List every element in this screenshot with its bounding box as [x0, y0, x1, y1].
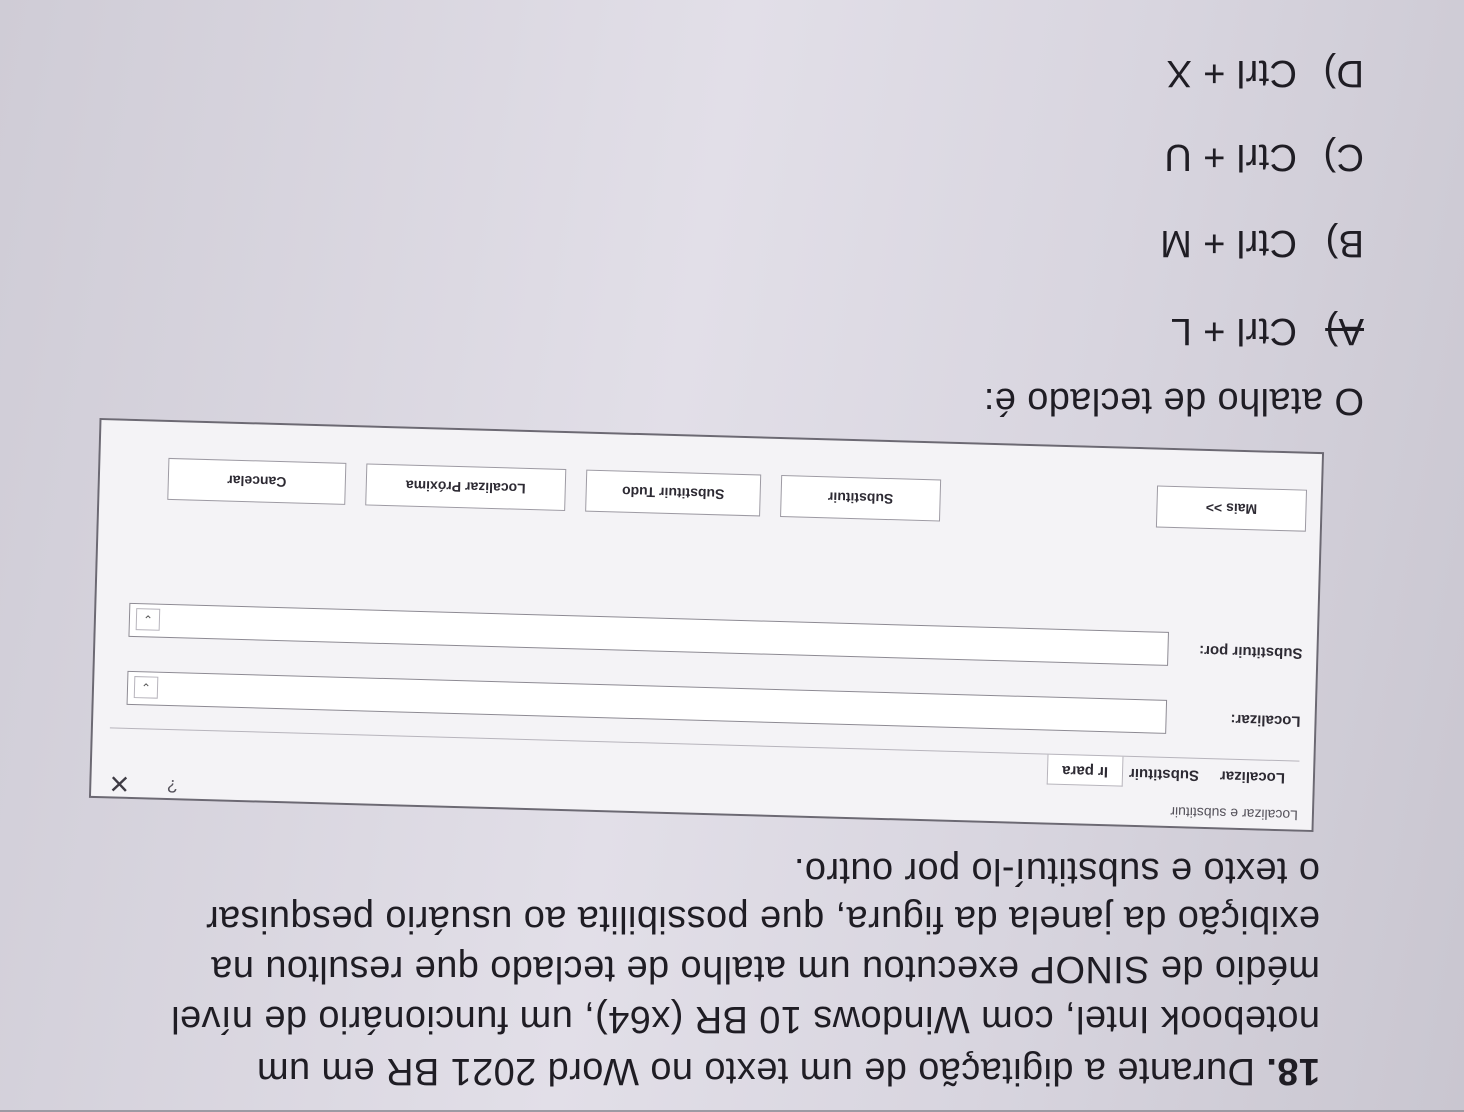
find-replace-dialog: [89, 418, 1324, 832]
tab-find[interactable]: Localizar: [1219, 767, 1286, 787]
more-button[interactable]: Mais >>: [1156, 486, 1307, 532]
question-number: 18.: [1265, 1050, 1320, 1092]
question-line-1: [257, 1049, 1320, 1092]
question-line-2: notebook Intel, com Windows 10 BR (x64), um funcionário de nível: [170, 998, 1320, 1040]
tab-replace[interactable]: Substituir: [1128, 764, 1200, 784]
close-icon[interactable]: ×: [108, 764, 130, 803]
option-c-text: Ctrl + U: [1163, 136, 1298, 178]
replace-input[interactable]: [128, 603, 1169, 666]
question-text-1: Durante a digitação de um texto no Word 2021 BR em um: [256, 1050, 1255, 1092]
replace-label: Substituir por:: [1198, 641, 1303, 662]
option-b-text: Ctrl + M: [1159, 222, 1298, 264]
question-line-3: médio de SINOP executou um atalho de teclado que resultou na: [210, 948, 1320, 990]
find-label: Localizar:: [1230, 710, 1301, 730]
option-a[interactable]: [1170, 309, 1364, 352]
find-next-button[interactable]: Localizar Próxima: [365, 463, 566, 511]
replace-all-button[interactable]: Substituir Tudo: [585, 470, 761, 517]
option-b-letter: B): [1325, 222, 1364, 264]
question-line-5: o texto e substituí-lo por outro.: [793, 850, 1320, 892]
help-icon[interactable]: ?: [166, 776, 178, 797]
dialog-title: Localizar e substituir: [1170, 804, 1299, 824]
find-input[interactable]: [127, 671, 1168, 734]
option-d-text: Ctrl + X: [1166, 52, 1298, 94]
option-a-text: Ctrl + L: [1170, 310, 1298, 352]
tab-go-to[interactable]: Ir para: [1047, 755, 1124, 787]
option-c[interactable]: [1164, 135, 1364, 178]
option-c-letter: C): [1323, 136, 1364, 178]
option-d-letter: D): [1323, 52, 1364, 94]
chevron-down-icon[interactable]: ⌄: [136, 608, 161, 631]
cancel-button[interactable]: Cancelar: [167, 458, 346, 505]
chevron-down-icon[interactable]: ⌄: [134, 676, 159, 699]
question-prompt: O atalho de teclado é:: [983, 380, 1364, 422]
option-a-letter: A): [1325, 310, 1364, 352]
option-b[interactable]: [1160, 221, 1364, 264]
question-line-4: exibição da janela da figura, que possibilita ao usuário pesquisar: [205, 898, 1320, 940]
replace-button[interactable]: Substituir: [780, 475, 941, 521]
option-d[interactable]: [1166, 51, 1364, 94]
